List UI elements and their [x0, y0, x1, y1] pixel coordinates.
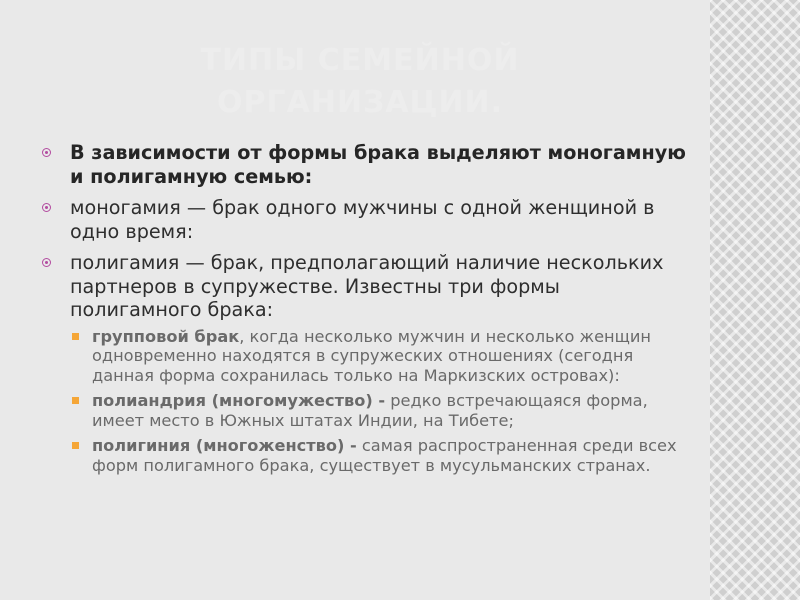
bullet-text: В зависимости от формы брака выделяют моногамную и полигамную семью:: [70, 141, 686, 188]
sub-bullet-list: [70, 327, 690, 476]
sub-bullet-group-marriage: [70, 327, 690, 386]
slide-title-line-2: ОРГАНИЗАЦИИ.: [216, 85, 503, 120]
circle-bullet-icon: [42, 148, 51, 157]
sub-bullet-polyandry: [70, 391, 690, 430]
circle-bullet-icon: [42, 203, 51, 212]
slide-title: [100, 40, 620, 124]
square-bullet-icon: [72, 333, 79, 340]
square-bullet-icon: [72, 397, 79, 404]
slide-title-line-1: ТИПЫ СЕМЕЙНОЙ: [200, 43, 520, 78]
bullet-item-marriage-forms: [40, 141, 690, 188]
circle-bullet-icon: [42, 258, 51, 267]
bullet-text: полигамия — брак, предполагающий наличие нескольких партнеров в супружестве. Известны три формы полигамного брака:: [70, 251, 664, 321]
decorative-stripe-panel: [710, 0, 800, 600]
bullet-item-polygamy: [40, 251, 690, 475]
bullet-text: моногамия — брак одного мужчины с одной женщиной в одно время:: [70, 196, 655, 243]
bullet-list: [40, 141, 690, 483]
sub-bullet-polygyny: [70, 436, 690, 475]
sub-bullet-term: полигиния (многоженство) -: [92, 436, 357, 455]
sub-bullet-text: самая распространенная среди всех форм полигамного брака, существует в мусульманских странах.: [92, 436, 677, 475]
sub-bullet-text: редко встречающаяся форма, имеет место в Южных штатах Индии, на Тибете;: [92, 391, 648, 430]
sub-bullet-text: , когда несколько мужчин и несколько женщин одновременно находятся в супружеских отношениях (сегодня данная форма сохранилась только на Маркизских островах):: [92, 326, 651, 385]
sub-bullet-term: групповой брак: [92, 326, 240, 346]
bullet-item-monogamy: [40, 196, 690, 243]
sub-bullet-term: полиандрия (многомужество) -: [92, 391, 386, 410]
square-bullet-icon: [72, 442, 79, 449]
